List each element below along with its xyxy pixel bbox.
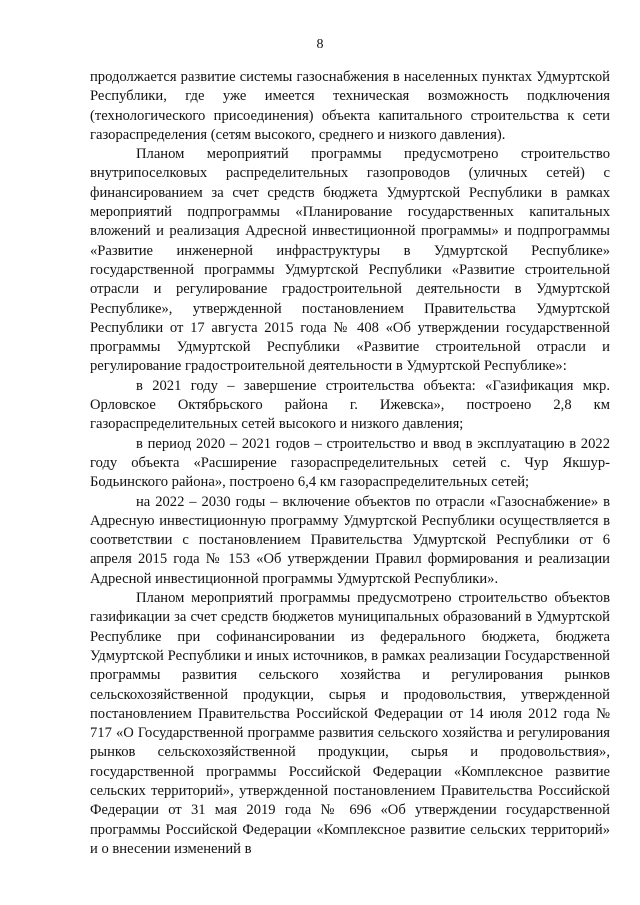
- document-body: [90, 68, 610, 859]
- paragraph-2021-orlovskoye: в 2021 году – завершение строительства объекта: «Газификация мкр. Орловское Октябрьского района г. Ижевска», построено 2,8 км газораспределительных сетей высокого и низкого давления;: [90, 377, 610, 433]
- paragraph-2022-2030-investment-program: на 2022 – 2030 годы – включение объектов по отрасли «Газоснабжение» в Адресную инвестиционную программу Удмуртской Республики осуществляется в соответствии с постановлением Правительства Удмуртской Республики от 6 апреля 2015 года № 153 «Об утверждении Правил формирования и реализации Адресной инвестиционной программы Удмуртской Республики».: [90, 493, 610, 587]
- paragraph-municipal-gasification: Планом мероприятий программы предусмотрено строительство объектов газификации за счет средств бюджетов муниципальных образований в Удмуртской Республике при софинансировании из федерального бюджета, бюджета Удмуртской Республики и иных источников, в рамках реализации Государственной программы развития сельского хозяйства и регулирования рынков сельскохозяйственной продукции, сырья и продовольствия, утвержденной постановлением Правительства Российской Федерации от 14 июля 2012 года № 717 «О Государственной программе развития сельского хозяйства и регулирования рынков сельскохозяйственной продукции, сырья и продовольствия», государственной программы Российской Федерации «Комплексное развитие сельских территорий», утвержденной постановлением Правительства Российской Федерации от 31 мая 2019 года № 696 «Об утверждении государственной программы Российской Федерации «Комплексное развитие сельских территорий» и о внесении изменений в: [90, 590, 610, 857]
- paragraph-2020-2021-chur: в период 2020 – 2021 годов – строительство и ввод в эксплуатацию в 2022 году объекта «Расширение газораспределительных сетей с. Чур Якшур-Бодьинского района», построено 6,4 км газораспределительных сетей;: [90, 435, 610, 491]
- page-number: 8: [316, 37, 324, 52]
- paragraph-gas-supply-continuation: продолжается развитие системы газоснабжения в населенных пунктах Удмуртской Республики, где уже имеется техническая возможность подключения (технологического присоединения) объекта капитального строительства к сети газораспределения (сетям высокого, среднего и низкого давления).: [90, 69, 610, 143]
- paragraph-intra-settlement-pipelines: Планом мероприятий программы предусмотрено строительство внутрипоселковых распределительных газопроводов (уличных сетей) с финансированием за счет средств бюджета Удмуртской Республики в рамках мероприятий подпрограммы «Планирование государственных капитальных вложений и реализация Адресной инвестиционной программы» и подпрограммы «Развитие инженерной инфраструктуры в Удмуртской Республике» государственной программы Удмуртской Республики «Развитие строительной отрасли и регулирование градостроительной деятельности в Удмуртской Республике», утвержденной постановлением Правительства Удмуртской Республики от 17 августа 2015 года № 408 «Об утверждении государственной программы Удмуртской Республики «Развитие строительной отрасли и регулирование градостроительной деятельности в Удмуртской Республике»:: [90, 146, 610, 375]
